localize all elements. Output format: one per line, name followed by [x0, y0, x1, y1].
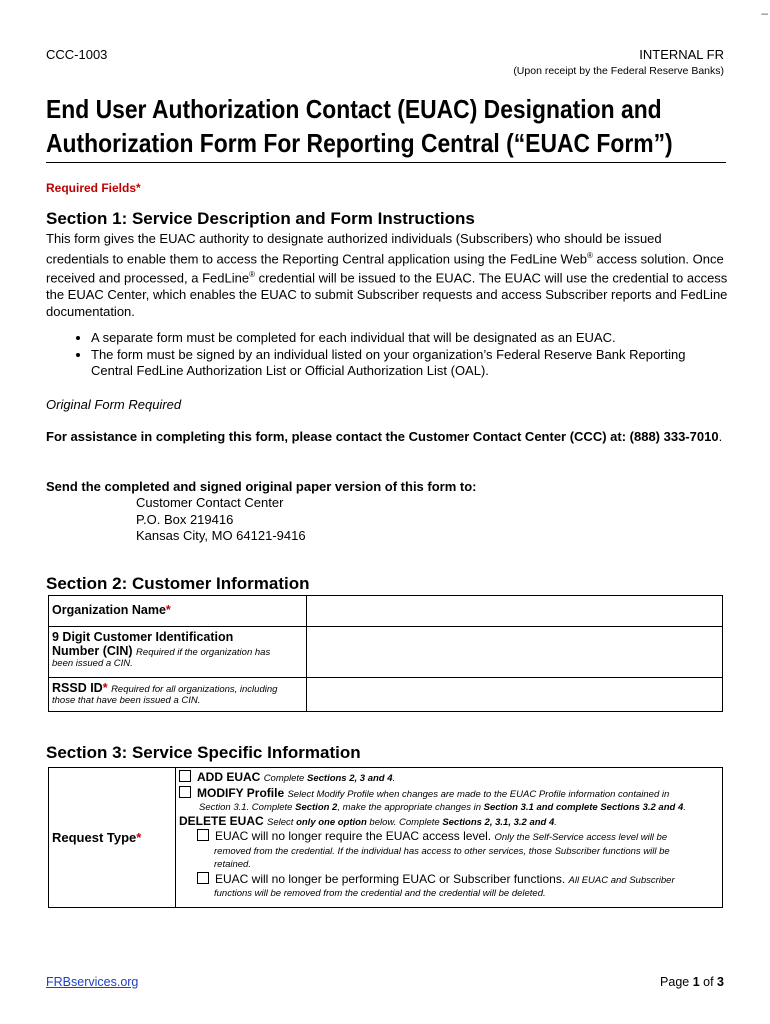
modify-profile-note: Section 3.1. Complete Section 2, make the appropriate changes in Section 3.1 and complete Sections 3.2 and 4. — [199, 802, 686, 813]
title-divider — [46, 162, 726, 163]
address-line: Customer Contact Center — [136, 495, 284, 510]
modify-profile-checkbox[interactable] — [179, 786, 191, 798]
desc-part-a: This form gives the EUAC authority to designate authorized individuals (Subscribers) who should be issued credentials to enable them to access the Reporting Central application using the FedLine Web — [46, 231, 662, 266]
service-info-table — [48, 767, 723, 908]
desc-part-c: credential will be issued to the EUAC. The EUAC will use the credential to access the EUAC Center, which enables the EUAC to submit Subscriber requests and access Subscriber reports and FedLine documentation. — [46, 270, 728, 319]
section1-heading: Section 1: Service Description and Form Instructions — [46, 209, 475, 228]
corner-mark: – — [761, 6, 768, 20]
required-fields-note — [46, 181, 141, 195]
mailing-address — [136, 495, 306, 545]
modify-profile-option: MODIFY Profile Select Modify Profile when changes are made to the EUAC Profile information contained in — [179, 786, 719, 802]
assistance-note — [46, 429, 726, 446]
form-id: CCC-1003 — [46, 47, 108, 62]
list-item: • The form must be signed by an individual listed on your organization’s Federal Reserve Bank Reporting Central FedLine Authorization List or Official Authorization List (OAL). — [91, 347, 724, 380]
instruction-list — [64, 330, 724, 380]
frbservices-link[interactable]: FRBservices.org — [46, 975, 139, 989]
org-name-field[interactable] — [307, 596, 723, 627]
address-line: P.O. Box 219416 — [136, 511, 234, 527]
cin-label — [49, 627, 307, 678]
cin-label-line2: Number (CIN) Required if the organization has — [52, 644, 271, 658]
rssd-label-line1: RSSD ID* Required for all organizations, including — [52, 681, 278, 695]
cin-note: been issued a CIN. — [52, 658, 133, 669]
classification: INTERNAL FR — [639, 47, 724, 62]
original-form-required: Original Form Required — [46, 397, 182, 412]
rssd-label — [49, 678, 307, 712]
send-instructions: Send the completed and signed original paper version of this form to: — [46, 479, 477, 494]
cin-field[interactable] — [307, 627, 723, 678]
page-title — [46, 92, 673, 160]
add-euac-checkbox[interactable] — [179, 770, 191, 782]
delete-option-1-checkbox[interactable] — [197, 829, 209, 841]
delete-option-2-checkbox[interactable] — [197, 872, 209, 884]
rssd-field[interactable] — [307, 678, 723, 712]
required-fields-label: Required Fields — [46, 181, 137, 195]
rssd-note: those that have been issued a CIN. — [52, 695, 201, 706]
page-number: Page 1 of 3 — [660, 975, 724, 989]
add-euac-option: ADD EUAC Complete Sections 2, 3 and 4. — [179, 770, 719, 786]
reg-mark: ® — [249, 270, 255, 280]
classification-block — [513, 47, 724, 77]
delete-option-1-note: removed from the credential. If the individual has access to other services, those Subscriber functions will be — [214, 845, 670, 857]
desc-part-b: access solution. Once received and processed, a FedLine — [46, 250, 724, 286]
delete-option-1: EUAC will no longer require the EUAC access level. Only the Self-Service access level will be — [179, 829, 719, 845]
customer-info-table — [48, 595, 723, 712]
request-type-label: Request Type* — [49, 768, 176, 908]
title-line-1: End User Authorization Contact (EUAC) Designation and — [46, 94, 662, 124]
reg-mark: ® — [587, 250, 593, 260]
section3-heading: Section 3: Service Specific Information — [46, 743, 361, 762]
address-line: Kansas City, MO 64121-9416 — [136, 528, 306, 543]
required-star: * — [136, 181, 141, 195]
section1-description — [46, 231, 728, 320]
org-name-label: Organization Name* — [49, 596, 307, 627]
delete-option-2-note: functions will be removed from the credential and the credential will be deleted. — [214, 888, 546, 899]
assistance-period: . — [718, 429, 723, 444]
list-item: • A separate form must be completed for each individual that will be designated as an EUAC. — [91, 330, 724, 347]
delete-euac-option: DELETE EUAC Select only one option below. Complete Sections 2, 3.1, 3.2 and 4. — [179, 813, 557, 828]
section2-heading: Section 2: Customer Information — [46, 574, 310, 593]
delete-option-2: EUAC will no longer be performing EUAC or Subscriber functions. All EUAC and Subscriber — [179, 872, 719, 888]
delete-option-1-note-end: retained. — [214, 859, 251, 870]
title-line-2: Authorization Form For Reporting Central (“EUAC Form”) — [46, 128, 673, 158]
assistance-text: For assistance in completing this form, please contact the Customer Contact Center (CCC) at: (888) 333-7010 — [46, 429, 719, 444]
cin-label-line1: 9 Digit Customer Identification — [52, 630, 234, 644]
classification-note: (Upon receipt by the Federal Reserve Banks) — [513, 65, 724, 77]
request-type-options — [176, 768, 723, 908]
